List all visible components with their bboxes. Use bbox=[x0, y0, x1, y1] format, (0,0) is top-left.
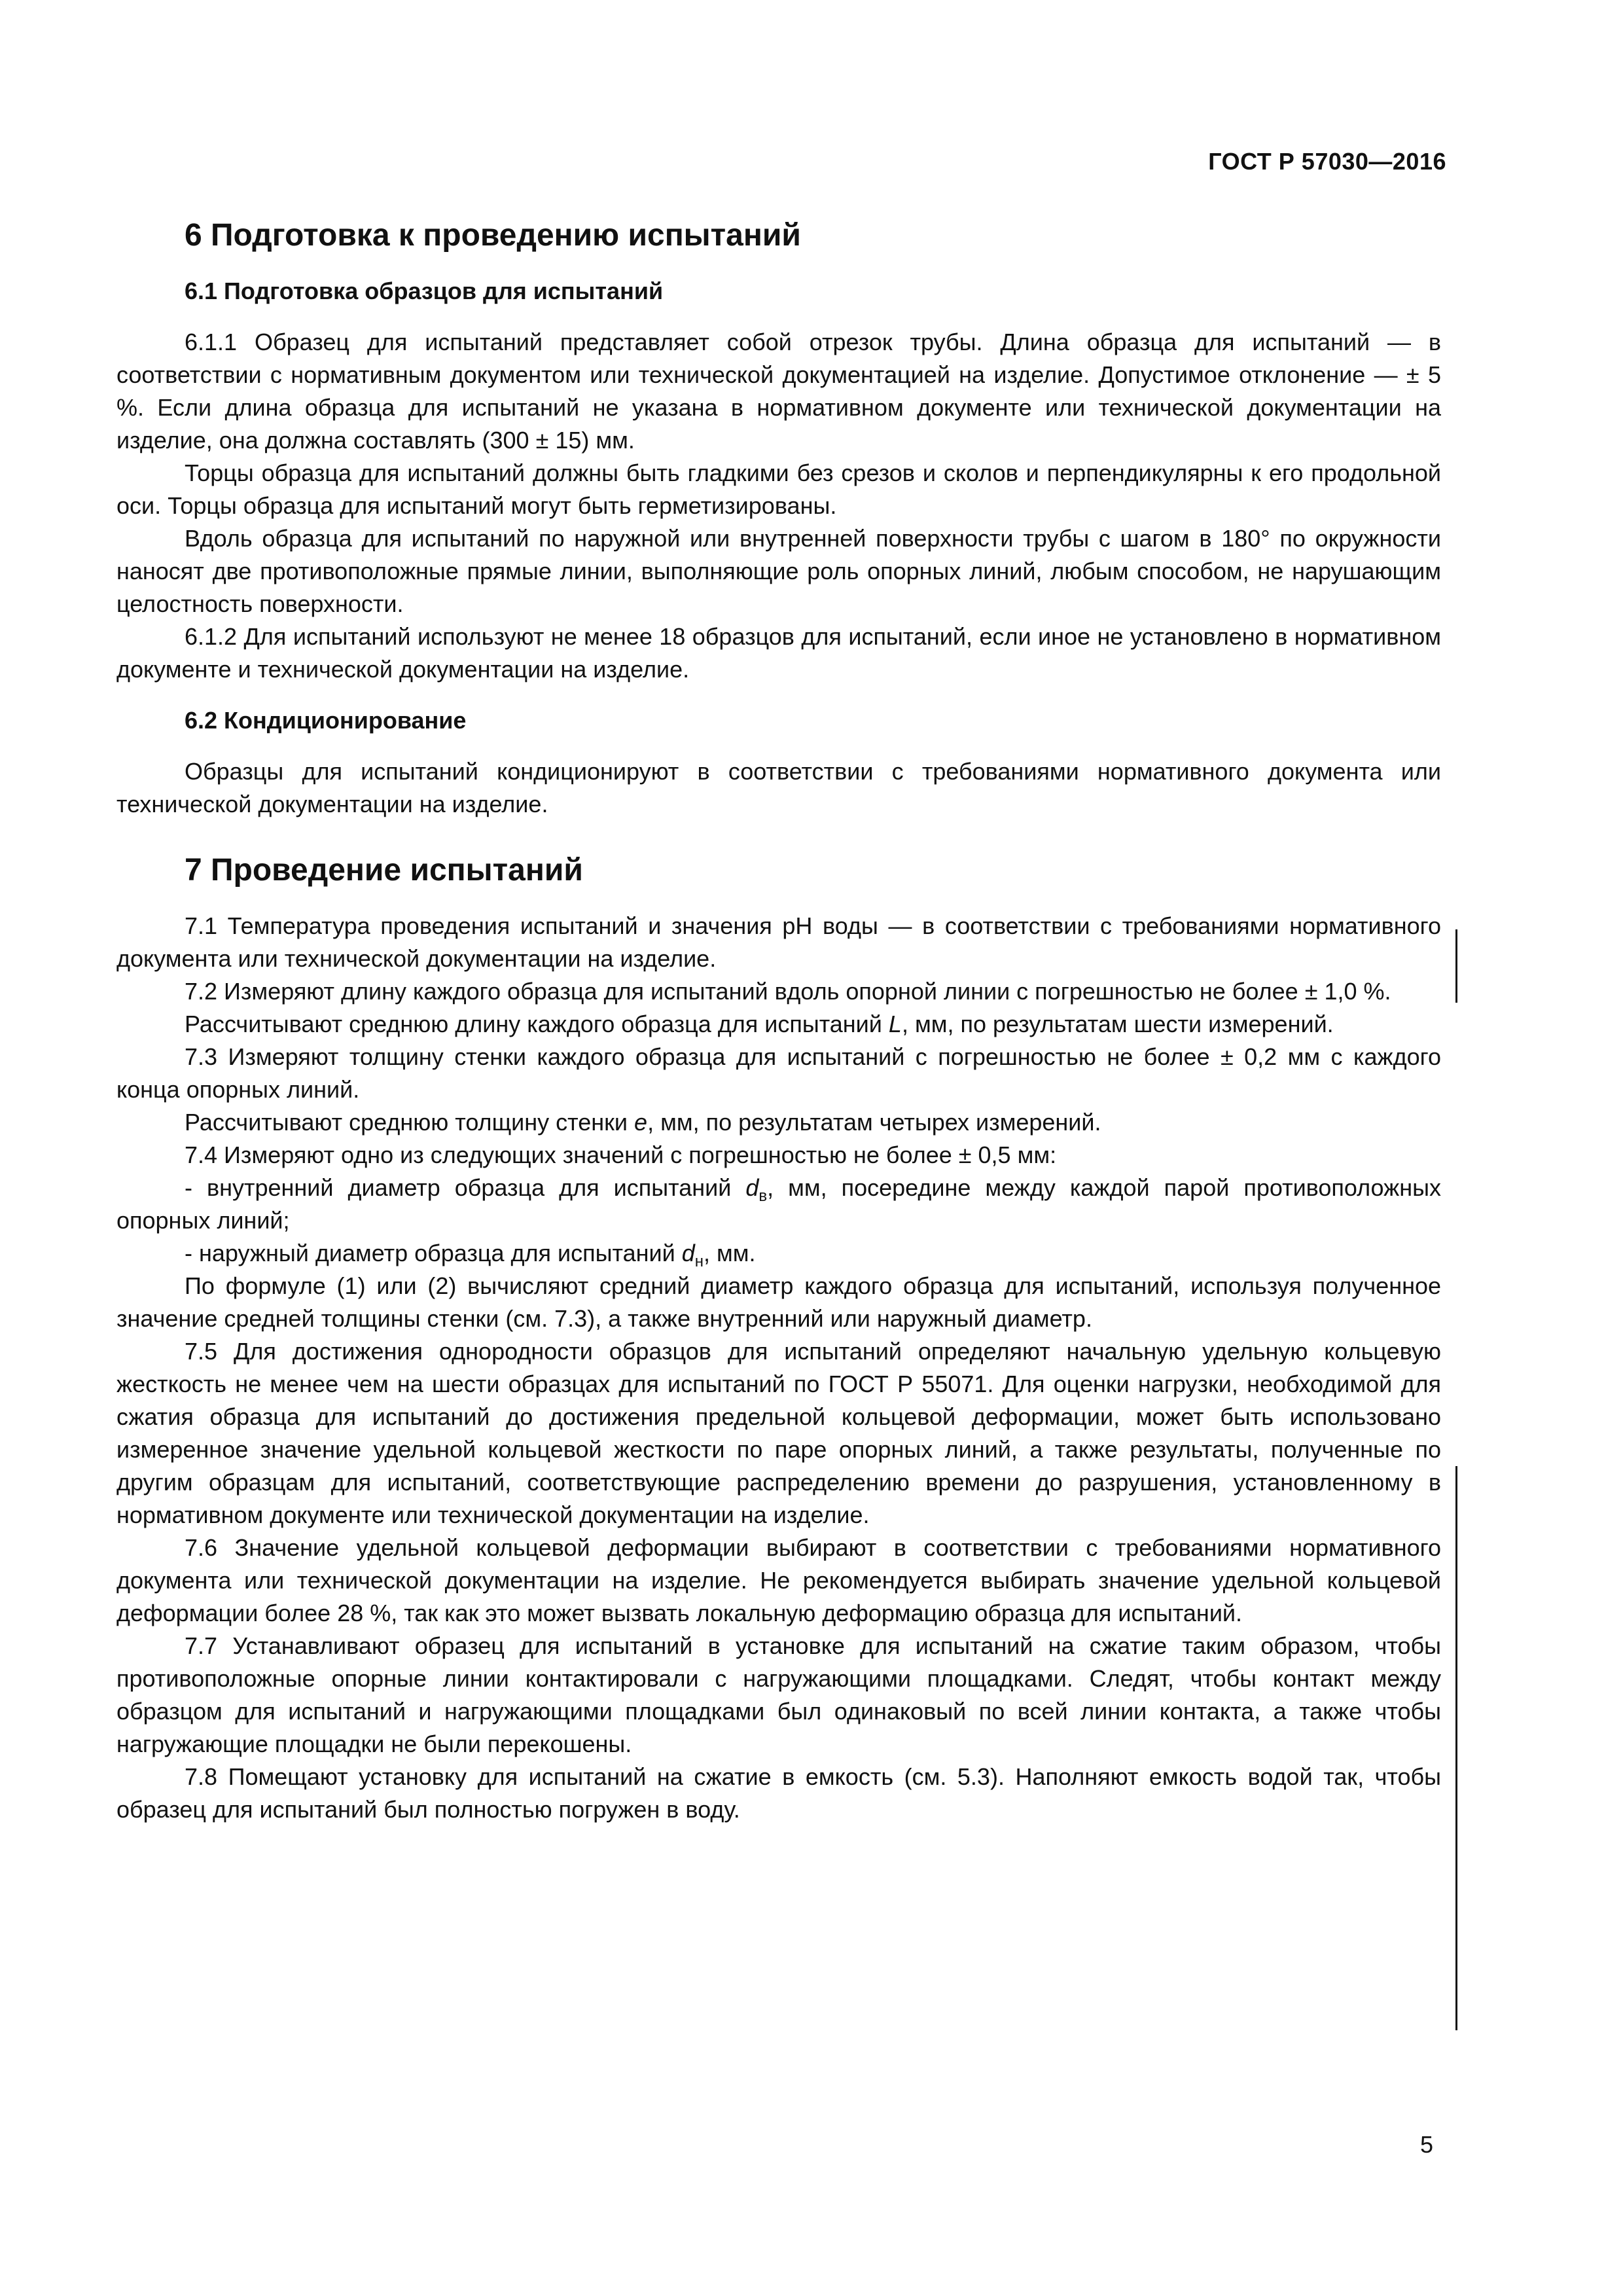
paragraph-7-3-thickness: Рассчитывают среднюю толщину стенки e, мм, по результатам четырех измерений. bbox=[185, 1109, 1101, 1136]
paragraph-6-1-2: 6.1.2 Для испытаний используют не менее 18 образцов для испытаний, если иное не установлено в нормативном документе и технической документации на изделие. bbox=[116, 623, 1441, 683]
paragraph-7-7: 7.7 Устанавливают образец для испытаний в установке для испытаний на сжатие таким образом, чтобы противоположные опорные линии контактировали с нагружающими площадками. Следят, чтобы контакт между образцом для испытаний и нагружающими площадками был одинаковый по всей линии контакта, а также чтобы нагружающие площадки не были перекошены. bbox=[116, 1632, 1441, 1757]
doc-code-header: ГОСТ Р 57030—2016 bbox=[1208, 148, 1446, 175]
revision-bar-7-1 bbox=[1455, 929, 1457, 1003]
paragraph-7-4: 7.4 Измеряют одно из следующих значений с погрешностью не более ± 0,5 мм: bbox=[185, 1141, 1057, 1168]
subsection-6-1-title: 6.1 Подготовка образцов для испытаний bbox=[185, 278, 664, 304]
paragraph-7-2-length: Рассчитывают среднюю длину каждого образца для испытаний L, мм, по результатам шести измерений. bbox=[185, 1011, 1334, 1037]
list-item-inner-diameter: - внутренний диаметр образца для испытаний $d_в$, мм, посередине между каждой парой противоположных опорных линий; bbox=[116, 1174, 1442, 1234]
paragraph-7-8: 7.8 Помещают установку для испытаний на сжатие в емкость (см. 5.3). Наполняют емкость водой так, чтобы образец для испытаний был полностью погружен в воду. bbox=[116, 1763, 1441, 1823]
paragraph-7-2: 7.2 Измеряют длину каждого образца для испытаний вдоль опорной линии с погрешностью не более ± 1,0 %. bbox=[185, 978, 1391, 1005]
subsection-6-2-title: 6.2 Кондиционирование bbox=[185, 707, 467, 734]
paragraph-7-1: 7.1 Температура проведения испытаний и значения pH воды — в соответствии с требованиями нормативного документа или технической документации на изделие. bbox=[116, 912, 1441, 972]
paragraph-7-4-formula: По формуле (1) или (2) вычисляют средний диаметр каждого образца для испытаний, используя полученное значение средней толщины стенки (см. 7.3), а также внутренний или наружный диаметр. bbox=[116, 1272, 1441, 1332]
page-number: 5 bbox=[1419, 2131, 1433, 2158]
paragraph-6-2: Образцы для испытаний кондиционируют в соответствии с требованиями нормативного документа или технической документации на изделие. bbox=[116, 758, 1441, 817]
revision-bar-7-5 bbox=[1455, 1466, 1457, 2030]
paragraph-7-6: 7.6 Значение удельной кольцевой деформации выбирают в соответствии с требованиями нормативного документа или технической документации на изделие. Не рекомендуется выбирать значение удельной кольцевой деформации более 28 %, так как это может вызвать локальную деформацию образца для испытаний. bbox=[116, 1534, 1441, 1626]
paragraph-6-1-1-lines: Вдоль образца для испытаний по наружной или внутренней поверхности трубы с шагом в 180° по окружности наносят две противоположные прямые линии, выполняющие роль опорных линий, любым способом, не нарушающим целостность поверхности. bbox=[116, 525, 1441, 617]
list-item-outer-diameter: - наружный диаметр образца для испытаний $d_н$, мм. bbox=[185, 1240, 756, 1270]
section-7-title: 7 Проведение испытаний bbox=[185, 853, 583, 888]
paragraph-6-1-1: 6.1.1 Образец для испытаний представляет собой отрезок трубы. Длина образца для испытаний — в соответствии с нормативным документом или технической документацией на изделие. Допустимое отклонение — ± 5 %. Если длина образца для испытаний не указана в нормативном документе или технической документации на изделие, она должна составлять (300 ± 15) мм. bbox=[116, 329, 1441, 454]
page-content bbox=[116, 216, 1441, 1826]
section-6-title: 6 Подготовка к проведению испытаний bbox=[185, 218, 801, 253]
paragraph-6-1-1-ends: Торцы образца для испытаний должны быть гладкими без срезов и сколов и перпендикулярны к его продольной оси. Торцы образца для испытаний могут быть герметизированы. bbox=[116, 459, 1441, 519]
paragraph-7-3: 7.3 Измеряют толщину стенки каждого образца для испытаний с погрешностью не более ± 0,2 мм с каждого конца опорных линий. bbox=[116, 1043, 1441, 1103]
paragraph-7-5: 7.5 Для достижения однородности образцов для испытаний определяют начальную удельную кольцевую жесткость не менее чем на шести образцах для испытаний по ГОСТ Р 55071. Для оценки нагрузки, необходимой для сжатия образца для испытаний до достижения предельной кольцевой деформации, может быть использовано измеренное значение удельной кольцевой жесткости по паре опорных линий, а также результаты, полученные по другим образцам для испытаний, соответствующие распределению времени до разрушения, установленному в нормативном документе или технической документации на изделие. bbox=[116, 1338, 1441, 1528]
